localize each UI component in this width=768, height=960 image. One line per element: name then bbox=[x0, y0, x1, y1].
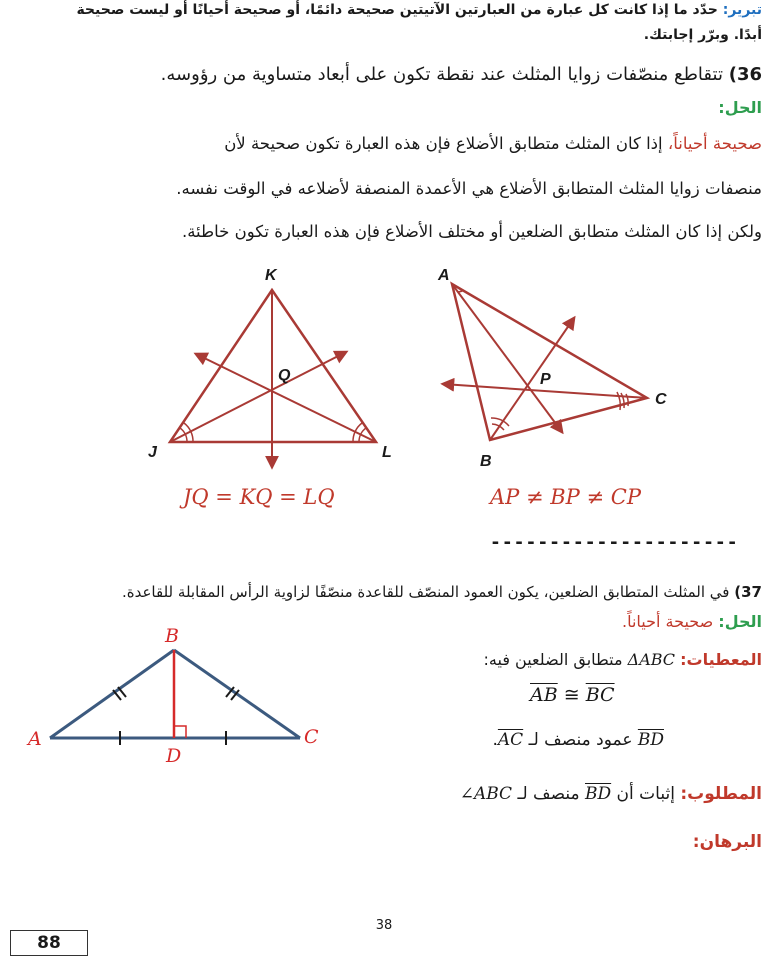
required-mid: منصف لـ bbox=[517, 784, 580, 804]
q37-given-line bbox=[380, 650, 762, 669]
q37-figure bbox=[10, 620, 350, 770]
q37-congruence bbox=[530, 684, 615, 706]
q37-required-label: المطلوب: bbox=[680, 784, 762, 804]
label-c: C bbox=[655, 391, 667, 408]
section-divider: --------------------- bbox=[490, 532, 739, 553]
label-q: Q bbox=[278, 367, 291, 384]
q36-answer: صحيحة أحياناً، bbox=[667, 134, 762, 153]
equation-equal: JQ = KQ = LQ bbox=[183, 485, 335, 509]
q36-line-3: ولكن إذا كان المثلث متطابق الضلعين أو مختلف الأضلاع فإن هذه العبارة تكون خاطئة. bbox=[181, 222, 762, 241]
label-k: K bbox=[265, 267, 277, 284]
side-ab bbox=[50, 650, 174, 738]
required-seg-bd: $\overline{BD}$ bbox=[585, 784, 612, 804]
q37-solution-line bbox=[420, 612, 762, 631]
label-p: P bbox=[540, 371, 551, 388]
page-box-number: 88 bbox=[10, 930, 88, 956]
q37-statement-line bbox=[6, 583, 762, 601]
q37-given-triangle: ΔABC bbox=[627, 650, 676, 669]
label-b: B bbox=[480, 453, 492, 470]
justify-text-1: حدّد ما إذا كانت كل عبارة من العبارتين الآتيتين صحيحة دائمًا، أو صحيحة أحيانًا أو ليست صحيحة bbox=[76, 2, 718, 18]
label-b-37: B bbox=[165, 625, 179, 647]
scalene-triangle-figure bbox=[437, 267, 667, 509]
equation-not-equal: AP ≠ BP ≠ CP bbox=[490, 485, 641, 509]
congruent-symbol: ≅ bbox=[563, 684, 580, 706]
justify-line-1 bbox=[6, 2, 762, 18]
perp-period: . bbox=[492, 730, 498, 750]
seg-ab: $\overline{AB}$ bbox=[530, 684, 558, 706]
q37-given-text: متطابق الضلعين فيه: bbox=[483, 650, 623, 669]
seg-ac: $\overline{AC}$ bbox=[497, 730, 524, 750]
justify-line-2: أبدًا. وبرّر إجابتك. bbox=[643, 27, 762, 43]
label-c-37: C bbox=[304, 726, 319, 748]
seg-bd: $\overline{BD}$ bbox=[637, 730, 664, 750]
q37-proof-label: البرهان: bbox=[692, 832, 762, 852]
q36-line-1 bbox=[6, 134, 762, 153]
q37-statement: في المثلث المتطابق الضلعين، يكون العمود المنصّف للقاعدة منصّفًا لزاوية الرأس المقابلة للقاعدة. bbox=[121, 583, 730, 601]
perp-text: عمود منصف لـ bbox=[528, 730, 633, 750]
required-angle: ∠ABC bbox=[459, 784, 513, 804]
q37-required-line bbox=[380, 784, 762, 804]
label-a-37: A bbox=[28, 728, 42, 750]
q36-solution-label: الحل: bbox=[718, 98, 762, 117]
label-l: L bbox=[382, 444, 392, 461]
q36-statement-line bbox=[6, 64, 762, 85]
justify-label: تبرير: bbox=[722, 2, 762, 18]
q36-statement: تتقاطع منصّفات زوايا المثلث عند نقطة تكون على أبعاد متساوية من رؤوسه. bbox=[160, 64, 723, 85]
q37-solution-label: الحل: bbox=[718, 612, 762, 631]
q36-figures bbox=[0, 262, 768, 522]
q36-line-2: منصفات زوايا المثلث المتطابق الأضلاع هي الأعمدة المنصفة لأضلاعه في الوقت نفسه. bbox=[176, 179, 762, 198]
q37-number: 37) bbox=[734, 583, 762, 601]
label-a: A bbox=[438, 267, 450, 284]
q36-number: 36) bbox=[728, 64, 762, 85]
q37-answer: صحيحة أحياناً. bbox=[622, 612, 714, 631]
q37-perp-line bbox=[380, 730, 664, 750]
right-angle-mark bbox=[174, 726, 186, 738]
q36-line-1-rest: إذا كان المثلث متطابق الأضلاع فإن هذه العبارة تكون صحيحة لأن bbox=[224, 134, 663, 153]
equilateral-triangle-figure bbox=[148, 267, 392, 509]
seg-bc: $\overline{BC}$ bbox=[585, 684, 615, 706]
bisector-from-j bbox=[170, 352, 346, 442]
required-text: إثبات أن bbox=[616, 784, 675, 804]
q37-given-label: المعطيات: bbox=[680, 650, 762, 669]
label-d-37: D bbox=[166, 745, 182, 767]
label-j: J bbox=[148, 444, 157, 461]
page-number: 38 bbox=[375, 918, 393, 933]
